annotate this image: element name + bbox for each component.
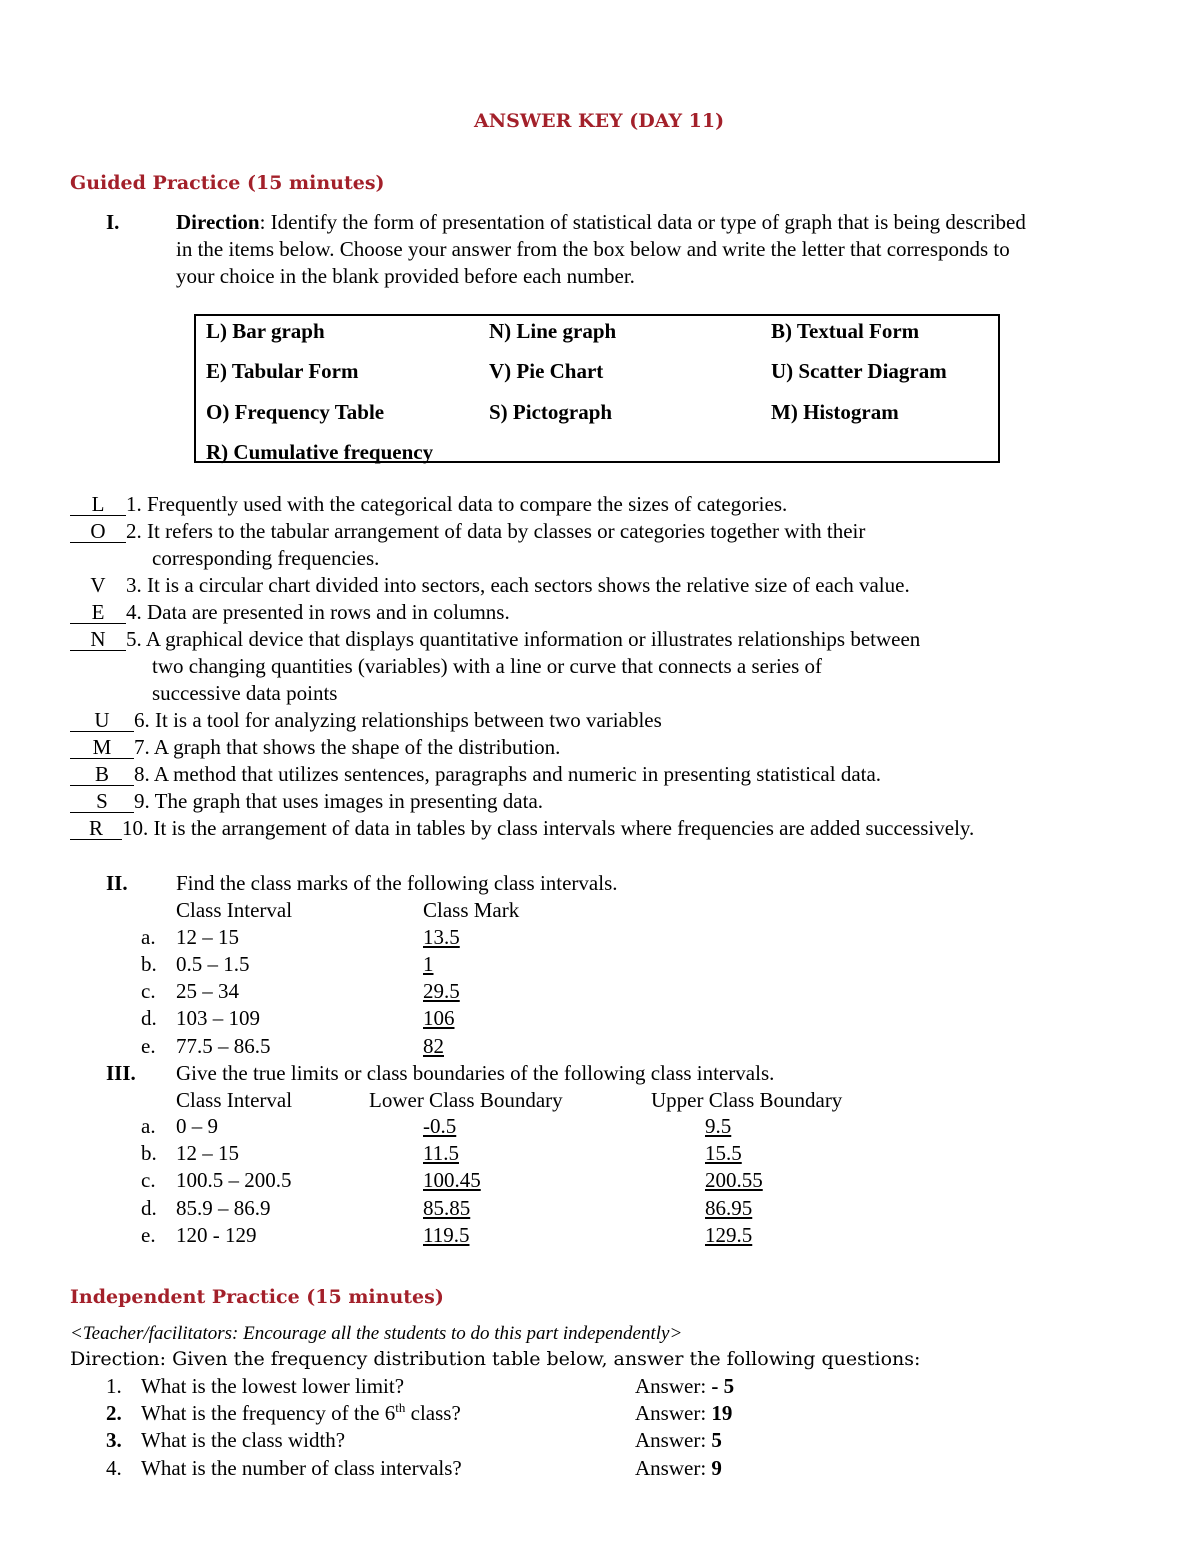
class-interval: 0.5 – 1.5 [176,952,250,976]
upper-boundary: 15.5 [705,1141,742,1165]
item-5-continued-1: two changing quantities (variables) with a line or curve that connects a series of [152,654,823,678]
answer-blank: U [70,709,134,732]
row-letter: a. [141,925,156,949]
part-one-numeral: I. [106,210,120,234]
choice-pie-chart: V) Pie Chart [489,359,604,383]
question-text: What is the lowest lower limit? [141,1374,405,1398]
independent-direction: Direction: Given the frequency distribution table below, answer the following questions: [70,1348,921,1370]
row-letter: c. [141,1168,156,1192]
class-interval-header: Class Interval [176,1088,293,1112]
row-letter: b. [141,952,157,976]
item-4: E 4. Data are presented in rows and in columns. [70,599,510,626]
question-text: What is the number of class intervals? [141,1456,462,1480]
answer-blank: S [70,790,134,813]
answer-blank: B [70,763,134,786]
independent-practice-heading: Independent Practice (15 minutes) [70,1286,444,1308]
question-number: 3. [106,1428,122,1452]
class-mark: 13.5 [423,925,460,949]
class-interval: 120 - 129 [176,1223,257,1247]
question-answer: Answer: 9 [635,1456,722,1480]
part-three-instruction: Give the true limits or class boundaries of the following class intervals. [176,1061,775,1085]
upper-boundary: 129.5 [705,1223,753,1247]
row-letter: b. [141,1141,157,1165]
choice-textual-form: B) Textual Form [771,319,920,343]
class-interval: 12 – 15 [176,1141,239,1165]
class-mark-header: Class Mark [423,898,520,922]
part-one-direction-line-1: Direction: Identify the form of presentation of statistical data or type of graph that is being described [176,210,1026,234]
part-one-direction-line-3: your choice in the blank provided before each number. [176,264,635,288]
row-letter: e. [141,1034,156,1058]
class-interval: 12 – 15 [176,925,239,949]
choice-cumulative-frequency: R) Cumulative frequency [206,440,434,464]
answer-blank: E [70,601,126,624]
answer-blank: R [70,817,122,840]
question-answer: Answer: - 5 [635,1374,735,1398]
lower-boundary: 11.5 [423,1141,459,1165]
part-three-numeral: III. [106,1061,136,1085]
class-interval: 25 – 34 [176,979,239,1003]
item-10: R 10. It is the arrangement of data in tables by class intervals where frequencies are added successively. [70,815,974,842]
part-two-instruction: Find the class marks of the following class intervals. [176,871,618,895]
upper-boundary-header: Upper Class Boundary [651,1088,843,1112]
item-2-continued: corresponding frequencies. [152,546,380,570]
page-title: ANSWER KEY (DAY 11) [474,110,725,132]
choice-scatter-diagram: U) Scatter Diagram [771,359,947,383]
item-5: N 5. A graphical device that displays quantitative information or illustrates relationships between [70,626,920,653]
answer-blank: O [70,520,126,543]
row-letter: c. [141,979,156,1003]
direction-label: Direction [176,210,260,234]
item-7: M 7. A graph that shows the shape of the distribution. [70,734,560,761]
class-interval: 100.5 – 200.5 [176,1168,292,1192]
choice-frequency-table: O) Frequency Table [206,400,385,424]
question-text: What is the class width? [141,1428,346,1452]
class-interval-header: Class Interval [176,898,293,922]
answer-blank: N [70,628,126,651]
item-2: O 2. It refers to the tabular arrangement of data by classes or categories together with their [70,518,865,545]
row-letter: a. [141,1114,156,1138]
question-text: What is the frequency of the 6th class? [141,1400,461,1425]
upper-boundary: 9.5 [705,1114,732,1138]
item-5-continued-2: successive data points [152,681,338,705]
item-6: U 6. It is a tool for analyzing relationships between two variables [70,707,662,734]
question-number: 4. [106,1456,122,1480]
item-1: L 1. Frequently used with the categorical data to compare the sizes of categories. [70,491,787,518]
class-mark: 106 [423,1006,455,1030]
row-letter: d. [141,1196,157,1220]
class-interval: 0 – 9 [176,1114,218,1138]
class-interval: 103 – 109 [176,1006,260,1030]
choice-tabular-form: E) Tabular Form [206,359,359,383]
question-answer: Answer: 5 [635,1428,722,1452]
row-letter: e. [141,1223,156,1247]
lower-boundary-header: Lower Class Boundary [369,1088,563,1112]
lower-boundary: 119.5 [423,1223,470,1247]
lower-boundary: -0.5 [423,1114,457,1138]
choice-line-graph: N) Line graph [489,319,617,343]
choice-histogram: M) Histogram [771,400,899,424]
teacher-note: <Teacher/facilitators: Encourage all the students to do this part independently> [70,1323,683,1344]
answer-blank: L [70,493,126,516]
row-letter: d. [141,1006,157,1030]
part-one-direction-line-2: in the items below. Choose your answer from the box below and write the letter that corresponds to [176,237,1010,261]
upper-boundary: 86.95 [705,1196,753,1220]
class-interval: 85.9 – 86.9 [176,1196,271,1220]
upper-boundary: 200.55 [705,1168,763,1192]
question-number: 2. [106,1401,122,1425]
class-interval: 77.5 – 86.5 [176,1034,271,1058]
choice-pictograph: S) Pictograph [489,400,613,424]
class-mark: 29.5 [423,979,460,1003]
item-8: B 8. A method that utilizes sentences, paragraphs and numeric in presenting statistical data. [70,761,881,788]
question-answer: Answer: 19 [635,1401,733,1425]
item-9: S 9. The graph that uses images in presenting data. [70,788,543,815]
lower-boundary: 85.85 [423,1196,471,1220]
answer-blank: M [70,736,134,759]
class-mark: 82 [423,1034,444,1058]
lower-boundary: 100.45 [423,1168,481,1192]
guided-practice-heading: Guided Practice (15 minutes) [70,172,385,194]
choice-box [194,314,1000,463]
class-mark: 1 [423,952,434,976]
question-number: 1. [106,1374,122,1398]
choice-bar-graph: L) Bar graph [206,319,325,343]
answer-blank: V [90,573,106,597]
item-3: V 3. It is a circular chart divided into sectors, each sectors shows the relative size of each value. [70,572,910,599]
part-two-numeral: II. [106,871,128,895]
